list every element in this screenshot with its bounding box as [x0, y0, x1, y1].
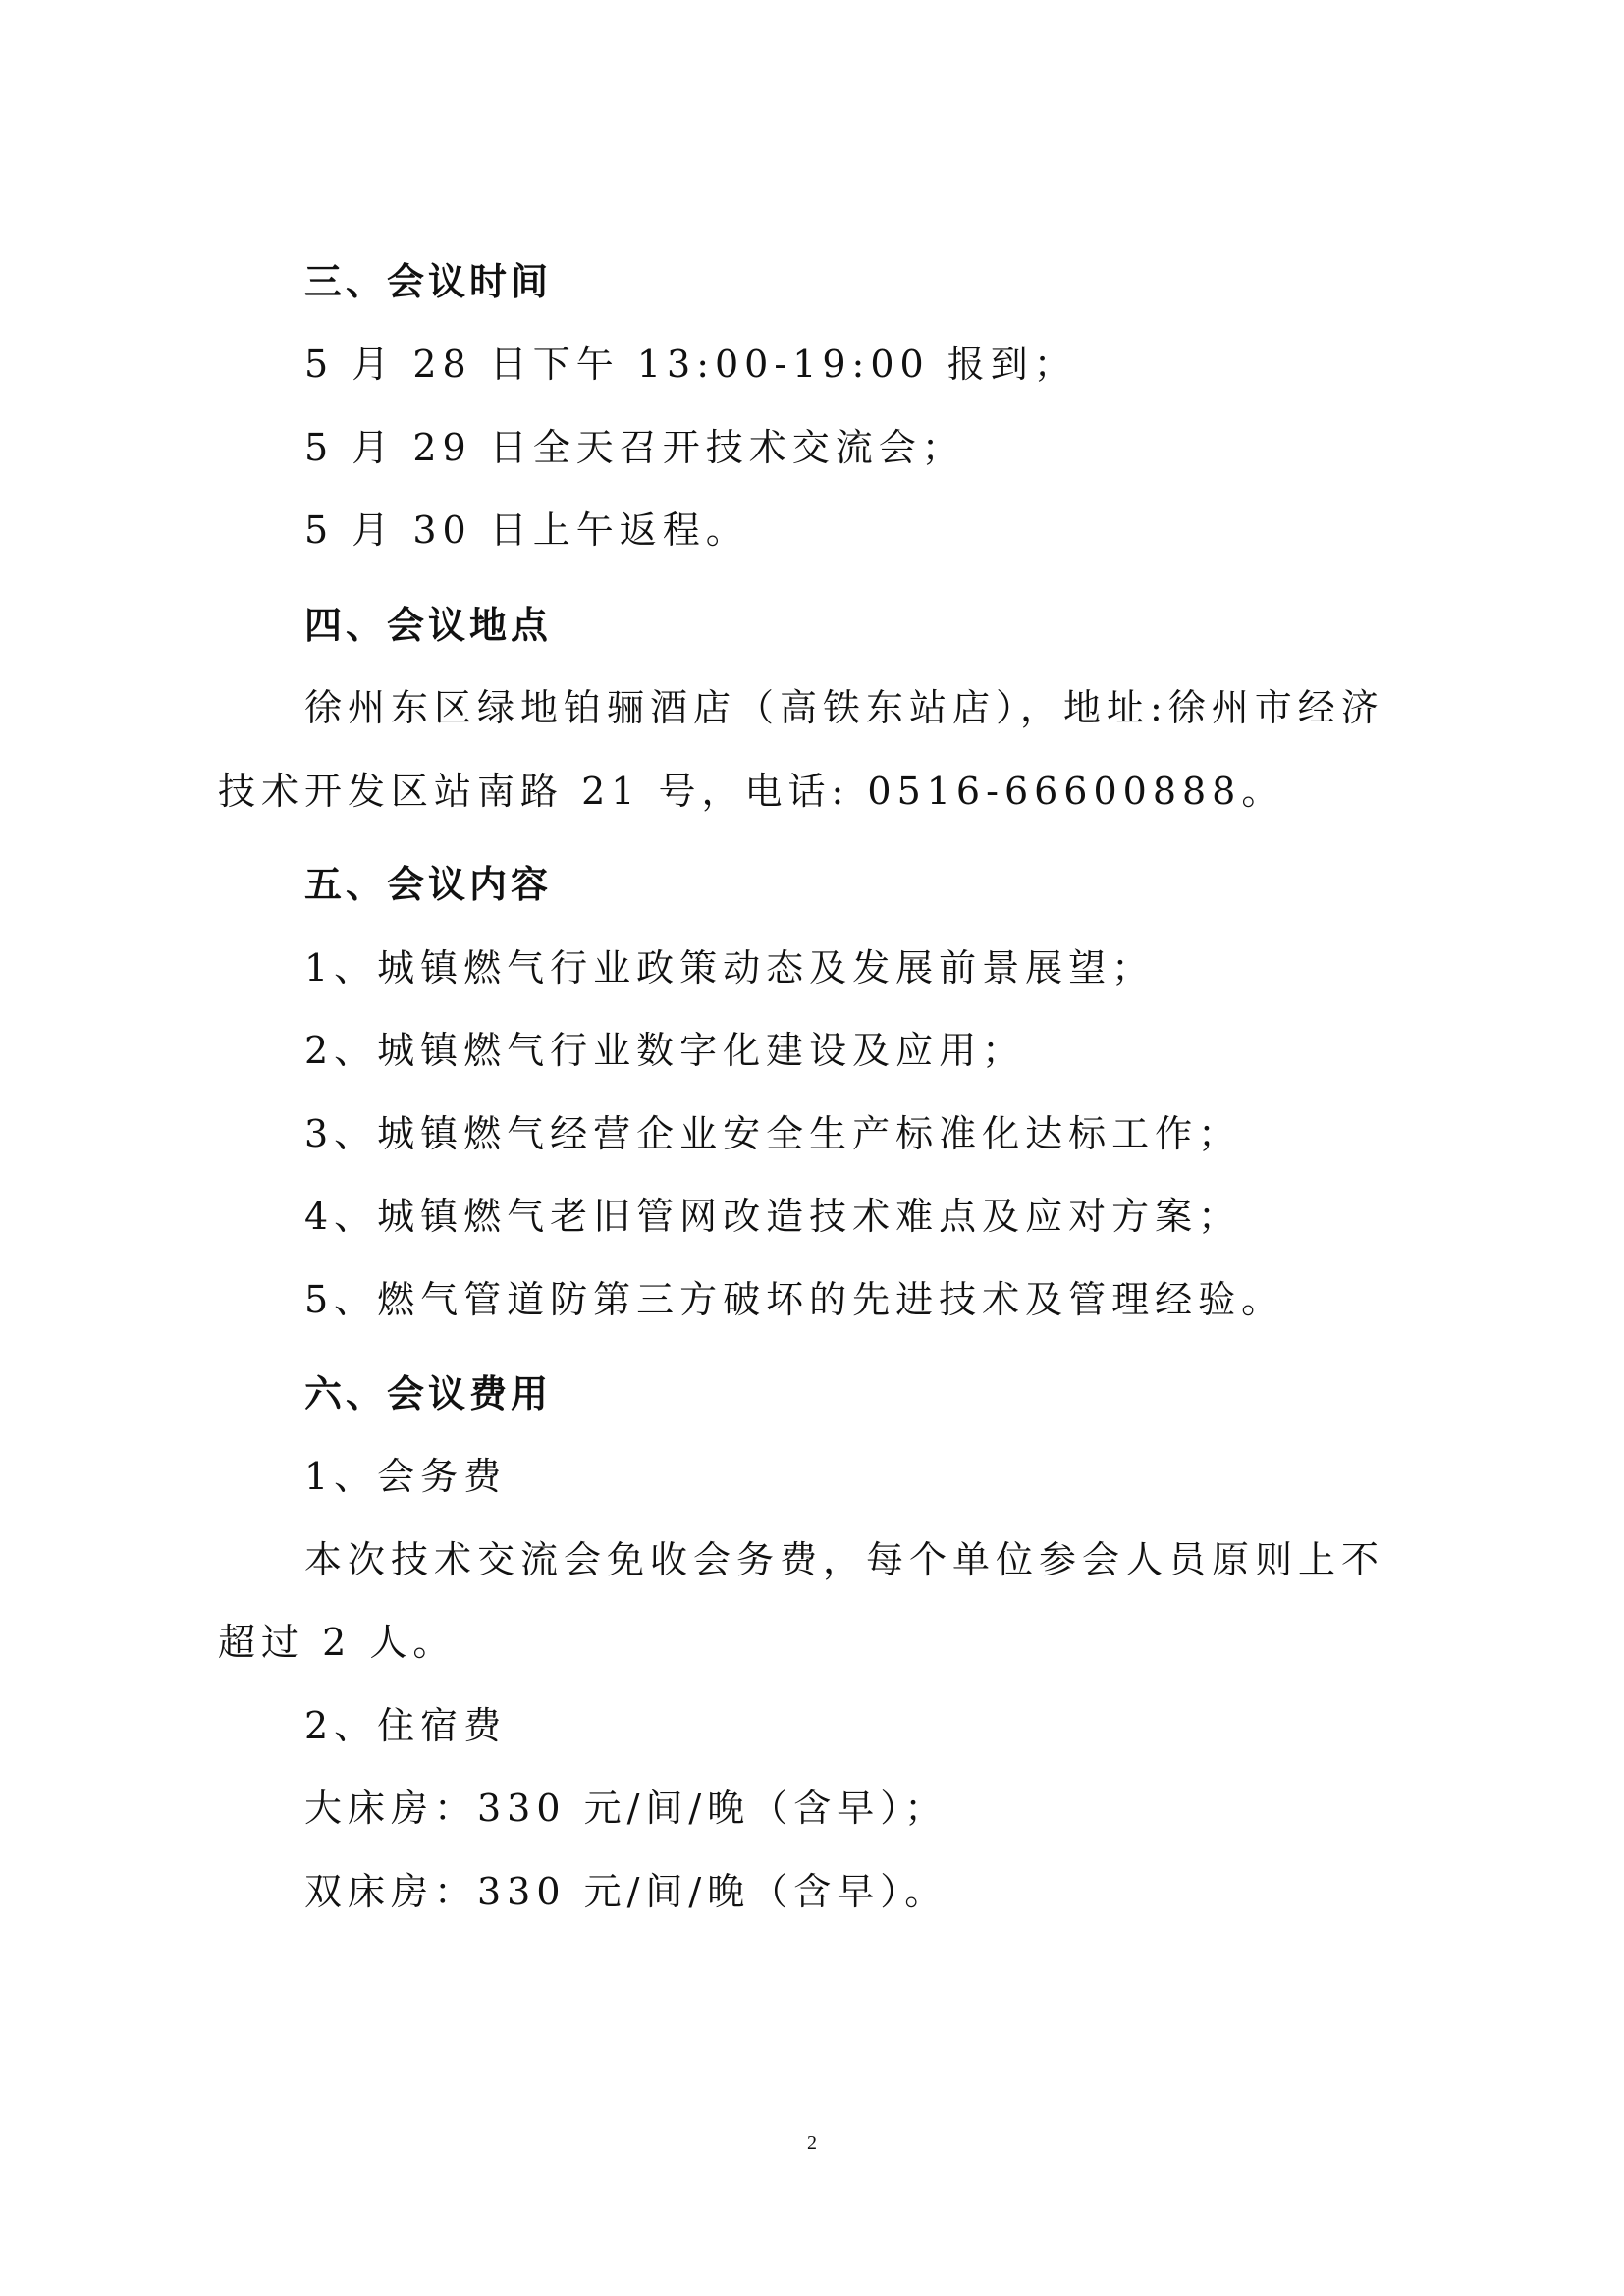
content-item-4: 4、城镇燃气老旧管网改造技术难点及应对方案；: [304, 1195, 1242, 1238]
fees-lodging-title: 2、住宿费: [304, 1704, 508, 1747]
section-heading-content: 五、会议内容: [304, 863, 553, 906]
section-heading-fees: 六、会议费用: [304, 1372, 553, 1415]
fees-conference-line-2: 超过 2 人。: [218, 1621, 457, 1664]
content-item-5: 5、燃气管道防第三方破坏的先进技术及管理经验。: [304, 1278, 1285, 1321]
fees-conference-title: 1、会务费: [304, 1455, 508, 1498]
content-item-3: 3、城镇燃气经营企业安全生产标准化达标工作；: [304, 1112, 1242, 1155]
fees-lodging-line-1: 大床房：330 元/间/晚（含早）；: [304, 1787, 948, 1830]
content-item-2: 2、城镇燃气行业数字化建设及应用；: [304, 1029, 1026, 1072]
fees-lodging-line-2: 双床房：330 元/间/晚（含早）。: [304, 1870, 948, 1913]
location-line-1: 徐州东区绿地铂骊酒店（高铁东站店），地址:徐州市经济: [304, 686, 1384, 729]
time-line-1: 5 月 28 日下午 13:00-19:00 报到；: [304, 343, 1077, 386]
section-heading-time: 三、会议时间: [304, 260, 553, 303]
content-item-1: 1、城镇燃气行业政策动态及发展前景展望；: [304, 946, 1156, 989]
fees-conference-line-1: 本次技术交流会免收会务费，每个单位参会人员原则上不: [304, 1538, 1385, 1581]
time-line-2: 5 月 29 日全天召开技术交流会；: [304, 426, 965, 469]
page-number: 2: [807, 2132, 817, 2154]
time-line-3: 5 月 30 日上午返程。: [304, 508, 749, 552]
location-line-2: 技术开发区站南路 21 号，电话: 0516-66600888。: [218, 770, 1285, 813]
section-heading-location: 四、会议地点: [304, 604, 553, 647]
